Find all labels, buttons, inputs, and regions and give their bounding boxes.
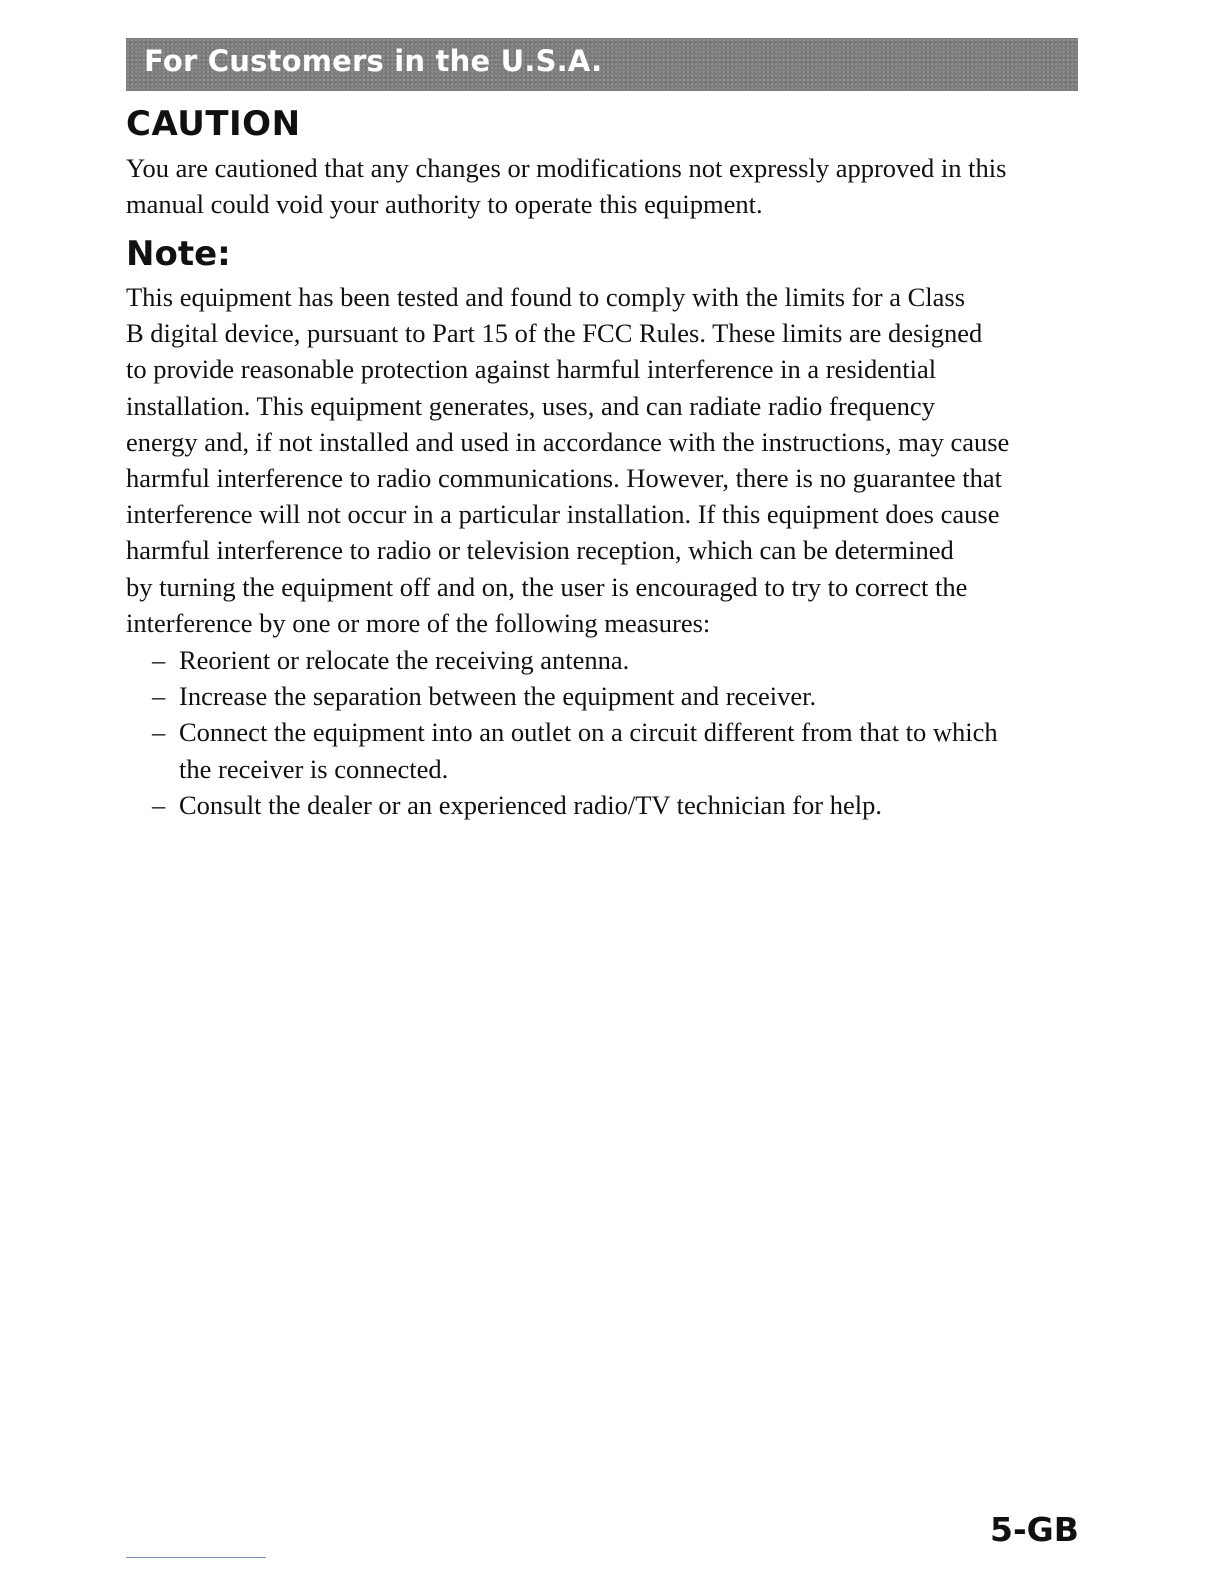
note-line: interference will not occur in a particular installation. If this equipment does cause [126,499,1000,530]
caution-heading: CAUTION [126,104,301,144]
dash-bullet: – [152,717,166,748]
section-header-band [126,38,1078,91]
measure-item [152,642,998,678]
note-heading: Note: [126,234,231,274]
note-line: interference by one or more of the following measures: [126,607,711,638]
caution-line: You are cautioned that any changes or modifications not expressly approved in this [126,153,1007,183]
measure-text: Connect the equipment into an outlet on a circuit different from that to which [179,717,998,748]
measure-text: Reorient or relocate the receiving antenna. [179,645,630,675]
note-line: B digital device, pursuant to Part 15 of the FCC Rules. These limits are designed [126,318,983,349]
note-line: This equipment has been tested and found to comply with the limits for a Class [126,282,966,312]
measure-item [152,787,998,823]
note-line: harmful interference to radio or television reception, which can be determined [126,535,954,566]
footer-divider [126,1557,266,1558]
dash-bullet: – [152,789,166,820]
measure-text: Increase the separation between the equipment and receiver. [179,681,817,712]
note-line: energy and, if not installed and used in accordance with the instructions, may cause [126,426,1010,457]
note-paragraph [126,279,1009,641]
measure-text: the receiver is connected. [179,753,449,784]
note-line: to provide reasonable protection against harmful interference in a residential [126,354,937,385]
measures-list [152,642,998,823]
measure-text: Consult the dealer or an experienced radio/TV technician for help. [179,789,882,820]
page-number: 5-GB [990,1510,1079,1549]
note-line: installation. This equipment generates, uses, and can radiate radio frequency [126,390,935,421]
caution-line: manual could void your authority to operate this equipment. [126,189,763,220]
section-header-title: For Customers in the U.S.A. [144,44,603,78]
note-line: by turning the equipment off and on, the user is encouraged to try to correct the [126,571,968,602]
dash-bullet: – [152,681,166,712]
measure-item [152,714,998,786]
caution-paragraph [126,150,1006,222]
dash-bullet: – [152,645,166,675]
measure-item [152,678,998,714]
note-line: harmful interference to radio communications. However, there is no guarantee that [126,463,1003,494]
